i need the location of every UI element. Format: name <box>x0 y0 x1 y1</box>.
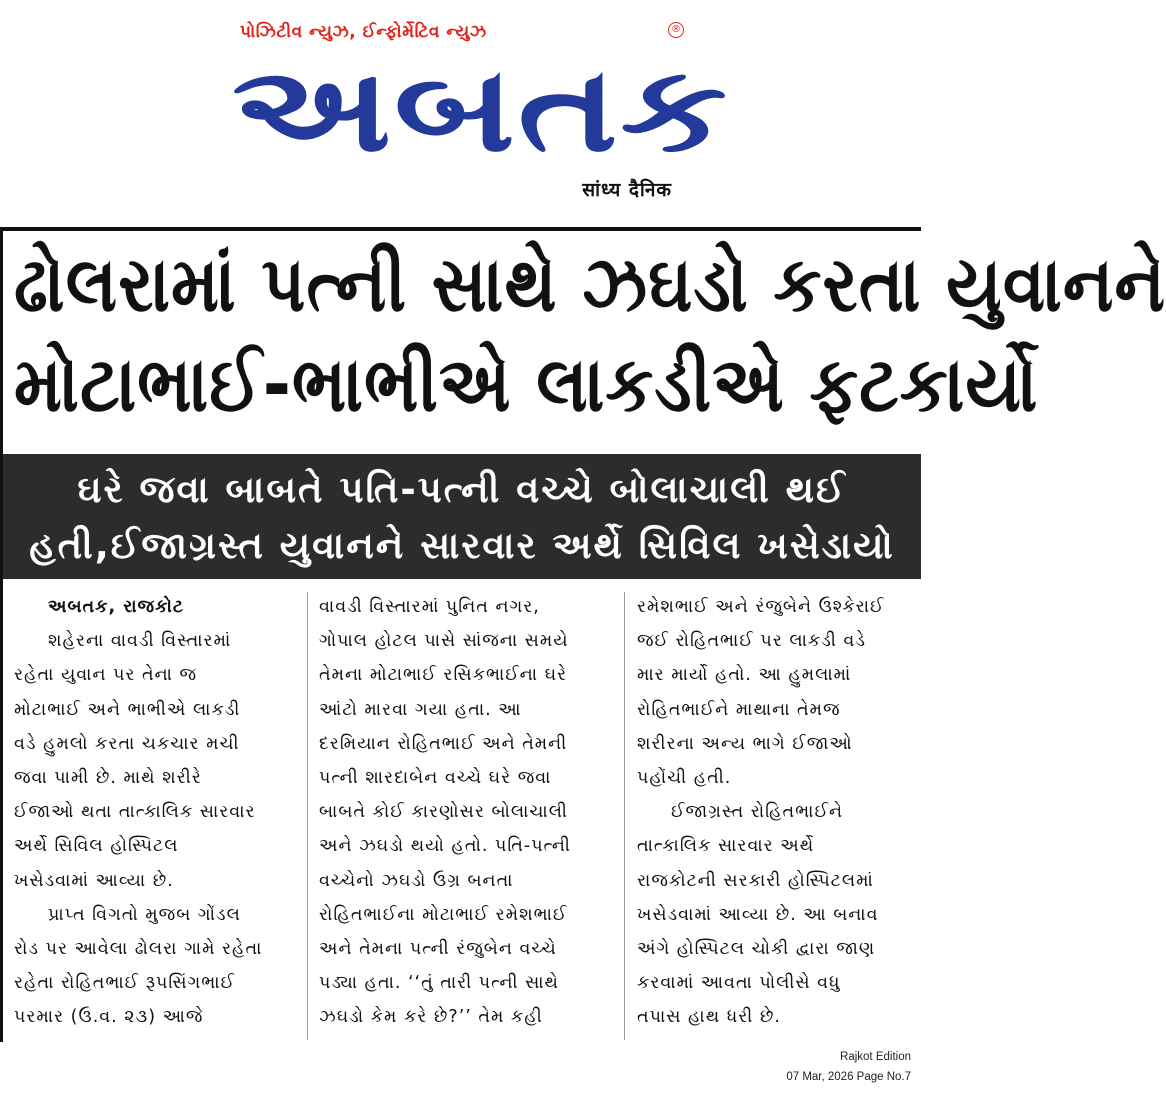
text-line: શરીરના અન્ય ભાગે ઈજાઓ <box>637 733 853 754</box>
column-divider <box>624 592 625 1040</box>
text-line: પરમાર (ઉ.વ. ૨૩) આજે <box>14 1007 204 1028</box>
text-line: તાત્કાલિક સારવાર અર્થે <box>637 836 815 857</box>
article-headline <box>14 236 1166 446</box>
text-line: વડે હુમલો કરતા ચકચાર મચી <box>14 733 240 754</box>
text-line: જવા પામી છે. માથે શરીરે <box>14 768 202 789</box>
text-line: રમેશભાઈ અને રંજુબેને ઉશ્કેરાઈ <box>637 597 885 617</box>
text-line: અને ઝઘડો થયો હતો. પતિ-પત્ની <box>319 836 571 857</box>
text-line: ગોપાલ હોટલ પાસે સાંજના સમયે <box>319 631 569 652</box>
masthead <box>230 16 730 206</box>
headline-line: મોટાભાઈ-ભાભીએ લાકડીએ ફટકાર્યો <box>14 341 1039 430</box>
text-line: રોહિતભાઈના મોટાભાઈ રમેશભાઈ <box>319 904 568 925</box>
byline: અબતક, રાજકોટ <box>48 597 185 617</box>
text-line: માર માર્યો હતો. આ હુમલામાં <box>637 665 852 686</box>
text-line: અંગે હોસ્પિટલ ચોકી દ્વારા જાણ <box>637 939 876 960</box>
text-line: પત્ની શારદાબેન વચ્ચે ઘરે જવા <box>319 768 552 789</box>
page-footer <box>786 1047 911 1087</box>
subheadline-line: હતી,ઈજાગ્રસ્ત યુવાનને સારવાર અર્થે સિવિલ ખસેડાયો <box>29 524 895 567</box>
article-column-3 <box>637 590 913 1035</box>
text-line: પ્રાપ્ત વિગતો મુજબ ગોંડલ <box>48 904 241 925</box>
text-line: દરમિયાન રોહિતભાઈ અને તેમની <box>319 733 568 754</box>
text-line: રહેતા રોહિતભાઈ રૂપસિંગભાઈ <box>14 973 236 994</box>
edition-label: Rajkot Edition <box>840 1051 911 1063</box>
text-line: ખસેડવામાં આવ્યા છે. <box>14 870 174 891</box>
date-page-label: 07 Mar, 2026 Page No.7 <box>786 1071 911 1083</box>
text-line: જઈ રોહિતભાઈ પર લાકડી વડે <box>637 631 866 652</box>
text-line: રાજકોટની સરકારી હોસ્પિટલમાં <box>637 870 874 891</box>
masthead-subtitle: सांध्य दैनिक <box>582 179 672 201</box>
text-line: ઝઘડો કેમ કરે છે?’’ તેમ કહી <box>319 1007 543 1028</box>
text-line: બાબતે કોઈ કારણોસર બોલાચાલી <box>319 802 568 823</box>
text-line: અને તેમના પત્ની રંજુબેન વચ્ચે <box>319 939 557 960</box>
text-line: રોહિતભાઈને માથાના તેમજ <box>637 699 841 720</box>
text-line: રહેતા યુવાન પર તેના જ <box>14 665 198 686</box>
text-line: આંટો મારવા ગયા હતા. આ <box>319 699 522 720</box>
article-left-border <box>0 227 3 1042</box>
text-line: ખસેડવામાં આવ્યા છે. આ બનાવ <box>637 904 879 925</box>
article-subheadline <box>3 454 921 579</box>
column-divider <box>307 592 308 1040</box>
text-line: પડ્યા હતા. ‘‘તું તારી પત્ની સાથે <box>319 973 559 994</box>
text-line: મોટાભાઈ અને ભાભીએ લાકડી <box>14 699 241 720</box>
text-line: ઈજાઓ થતા તાત્કાલિક સારવાર <box>14 802 256 823</box>
registered-trademark-icon: ® <box>668 22 684 38</box>
article-column-1 <box>14 590 296 1035</box>
headline-line: ઢોલરામાં પત્ની સાથે ઝઘડો કરતા યુવાનને <box>14 241 1166 330</box>
newspaper-logo: અબતક <box>232 40 730 178</box>
text-line: વચ્ચેનો ઝઘડો ઉગ્ર બનતા <box>319 870 514 891</box>
text-line: કરવામાં આવતા પોલીસે વધુ <box>637 973 841 994</box>
text-line: અર્થે સિવિલ હોસ્પિટલ <box>14 836 179 857</box>
text-line: તપાસ હાથ ધરી છે. <box>637 1007 781 1028</box>
text-line: ઈજાગ્રસ્ત રોહિતભાઈને <box>671 802 843 823</box>
subheadline-line: ઘરે જવા બાબતે પતિ-પત્ની વચ્ચે બોલાચાલી થઈ <box>77 468 847 511</box>
article-column-2 <box>319 590 611 1035</box>
text-line: તેમના મોટાભાઈ રસિકભાઈના ઘરે <box>319 665 568 686</box>
masthead-tagline: પોઝિટીવ ન્યુઝ, ઈન્ફોર્મેટિવ ન્યુઝ <box>240 22 487 42</box>
text-line: વાવડી વિસ્તારમાં પુનિત નગર, <box>319 597 540 617</box>
text-line: શહેરના વાવડી વિસ્તારમાં <box>48 631 232 652</box>
text-line: રોડ પર આવેલા ઢોલરા ગામે રહેતા <box>14 939 263 960</box>
text-line: પહોંચી હતી. <box>637 768 732 789</box>
